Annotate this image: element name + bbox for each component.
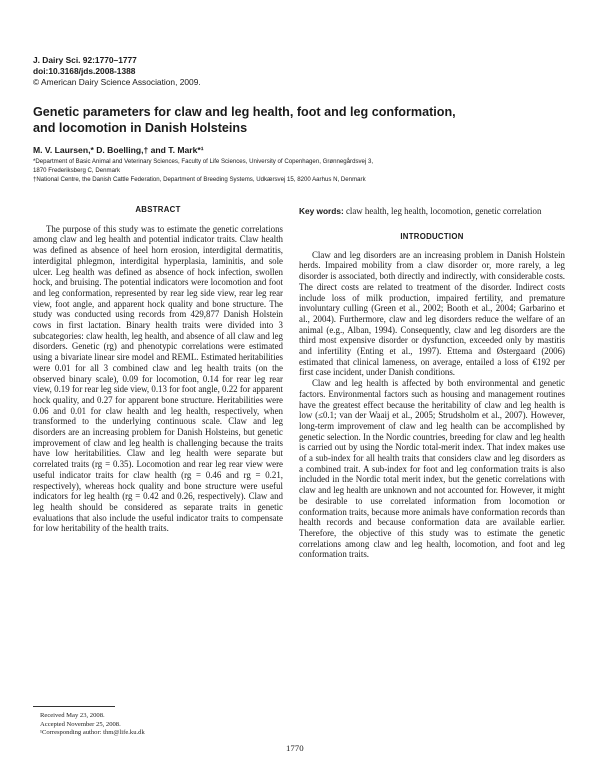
affiliations: [33, 157, 568, 185]
affiliation-1b: 1870 Frederiksberg C, Denmark: [33, 167, 121, 175]
abstract-text: The purpose of this study was to estimate the genetic correlations among claw and leg health and potential indicator traits. Claw health was defined as absence of heel horn erosion, interdigital dermatitis, interdigital phlegmon, interdigital hyperplasia, laminitis, and sole ulcer. Leg health was defined as absence of hock infection, swollen hock, and bruising. The potential indicators were locomotion and foot and leg conformation, represented by rear leg side view, rear leg rear view, foot angle, and apparent hock quality and bone structure. The study was conducted using records from 429,877 Danish Holstein cows in first lactation. Binary health traits were divided into 3 subcategories: claw health, leg health, and absence of all claw and leg disorders. Genetic (rg) and phenotypic correlations were estimated using a bivariate linear sire model and REML. Estimated heritabilities were 0.01 for all 3 combined claw and leg health traits (on the observed binary scale), 0.09 for locomotion, 0.14 for rear leg rear view, 0.19 for rear leg side view, 0.13 for foot angle, 0.22 for apparent hock quality, and 0.27 for apparent bone structure. Heritabilities were 0.06 and 0.01 for claw health and leg health, respectively, when transformed to the underlying continuous scale. Claw and leg disorders are an increasing problem for Danish Holsteins, but genetic improvement of claw and leg health is challenging because the traits have low heritabilities. Claw and leg health were separate but correlated traits (rg = 0.35). Locomotion and rear leg rear view were useful indicator traits for claw health (rg = 0.46 and rg = 0.21, respectively), whereas hock quality and bone structure were useful indicators for leg health (rg = 0.42 and 0.26, respectively). Claw and leg health should be considered as separate traits in genetic evaluations that also include the useful indicator traits to compensate for low heritability of the health traits.: [33, 223, 283, 534]
abstract-heading: ABSTRACT: [135, 205, 181, 214]
affiliation-2: †National Centre, the Danish Cattle Federation, Department of Breeding Systems, Udkærsvej 15, 8200 Aarhus N, Denmark: [33, 176, 366, 184]
title-line-1: Genetic parameters for claw and leg health, foot and leg conformation,: [33, 105, 456, 119]
page-number: 1770: [286, 743, 304, 753]
authors: M. V. Laursen,* D. Boelling,† and T. Mark*¹: [33, 145, 204, 155]
journal-citation: J. Dairy Sci. 92:1770–1777: [33, 55, 137, 65]
keywords: [299, 206, 565, 217]
introduction-heading: INTRODUCTION: [400, 232, 464, 241]
introduction-paragraph-1: Claw and leg disorders are an increasing problem in Danish Holstein herds. Impaired mobility from a claw disorder or, more rarely, a leg disorder is associated, both directly and indirectly, with considerable costs. The direct costs are related to treatment of the disorder. Indirect costs include loss of milk production, impaired fertility, and premature involuntary culling (Green et al., 2002; Booth et al., 2004; Garbarino et al., 2004). Furthermore, claw and leg disorders reduce the welfare of an animal (e.g., Alban, 1994). Consequently, claw and leg disorders are the third most expensive disorder or dysfunction, exceeded only by mastitis and infertility (Enting et al., 1997). Ettema and Østergaard (2006) estimated that clinical lameness, on average, entailed a loss of €192 per first case incident, under Danish conditions.: [299, 249, 565, 378]
keywords-label: Key words:: [299, 206, 344, 216]
introduction-paragraph-2: Claw and leg health is affected by both environmental and genetic factors. Environmental factors such as housing and management routines have the greatest effect because the heritability of claw and leg health is low (≤0.1; van der Waaij et al., 2005; Strudsholm et al., 2007). However, long-term improvement of claw and leg health can be accomplished by genetic selection. In the Nordic countries, breeding for claw and leg health is carried out by using the Nordic total-merit index. That index makes use of a sub-index for all health traits that considers claw and leg disorders as a combined trait. A sub-index for foot and leg conformation traits is also included in the Nordic total merit index, but the genetic correlations with claw and leg health are unknown and not accounted for. However, it might be desirable to use correlated information from locomotion or conformation traits, because more animals have conformation records than health records and because conformation data are available earlier. Therefore, the objective of this study was to estimate the genetic correlations among claw and leg health, locomotion, and foot and leg conformation traits.: [299, 378, 565, 560]
received-date: Received May 23, 2008.: [40, 712, 105, 719]
doi: doi:10.3168/jds.2008-1388: [33, 66, 136, 76]
abstract-section: [33, 205, 283, 534]
affiliation-1a: *Department of Basic Animal and Veterinary Sciences, Faculty of Life Sciences, University of Copenhagen, Grønnegårdsvej 3,: [33, 158, 374, 165]
copyright: © American Dairy Science Association, 2009.: [33, 77, 201, 87]
title-line-2: and locomotion in Danish Holsteins: [33, 121, 248, 135]
footnote-divider: [33, 706, 115, 707]
journal-metadata: [33, 55, 201, 88]
introduction-section: [299, 232, 565, 560]
corresponding-author: ¹Corresponding author: thm@life.ku.dk: [40, 729, 145, 737]
keywords-text: claw health, leg health, locomotion, genetic correlation: [345, 206, 542, 216]
accepted-date: Accepted November 25, 2008.: [40, 720, 121, 728]
article-title: [33, 104, 553, 136]
footnotes: [40, 712, 145, 738]
